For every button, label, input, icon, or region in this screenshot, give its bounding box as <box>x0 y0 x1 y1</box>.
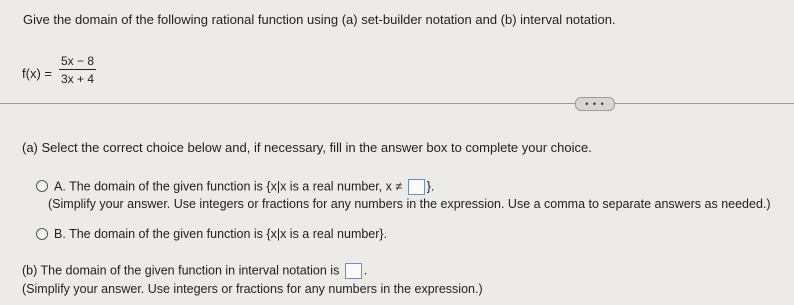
option-b-text: The domain of the given function is {x|x is a real number}. <box>69 227 388 241</box>
part-b-text: (b) The domain of the given function in interval notation is <box>22 263 340 278</box>
option-a-hint: (Simplify your answer. Use integers or fractions for any numbers in the expression. Use a comma to separate answers as needed.) <box>48 197 771 211</box>
option-a[interactable] <box>54 179 434 195</box>
option-a-text: The domain of the given function is {x|x is a real number, x ≠ <box>69 179 403 194</box>
option-b[interactable] <box>54 227 387 241</box>
part-b-text-end: . <box>363 263 368 278</box>
part-b-prompt <box>22 263 367 279</box>
function-fraction <box>59 54 96 86</box>
question-header: Give the domain of the following rational function using (a) set-builder notation and (b) interval notation. <box>23 12 616 27</box>
option-a-text-end: }. <box>426 179 435 194</box>
part-b-answer-box[interactable] <box>345 263 362 279</box>
part-b-hint: (Simplify your answer. Use integers or fractions for any numbers in the expression.) <box>22 282 483 296</box>
expand-more-button[interactable]: • • • <box>575 97 615 111</box>
fraction-numerator: 5x − 8 <box>61 54 95 68</box>
fraction-bar <box>59 69 96 70</box>
option-a-letter: A. <box>54 179 66 194</box>
function-name: f(x) = <box>22 66 52 81</box>
option-b-letter: B. <box>54 227 66 241</box>
part-a-prompt: (a) Select the correct choice below and, if necessary, fill in the answer box to complete your choice. <box>22 140 592 155</box>
fraction-denominator: 3x + 4 <box>61 72 95 86</box>
option-b-radio[interactable] <box>36 228 48 240</box>
option-a-answer-box[interactable] <box>408 179 425 195</box>
section-divider <box>0 103 794 104</box>
option-a-radio[interactable] <box>36 180 48 192</box>
